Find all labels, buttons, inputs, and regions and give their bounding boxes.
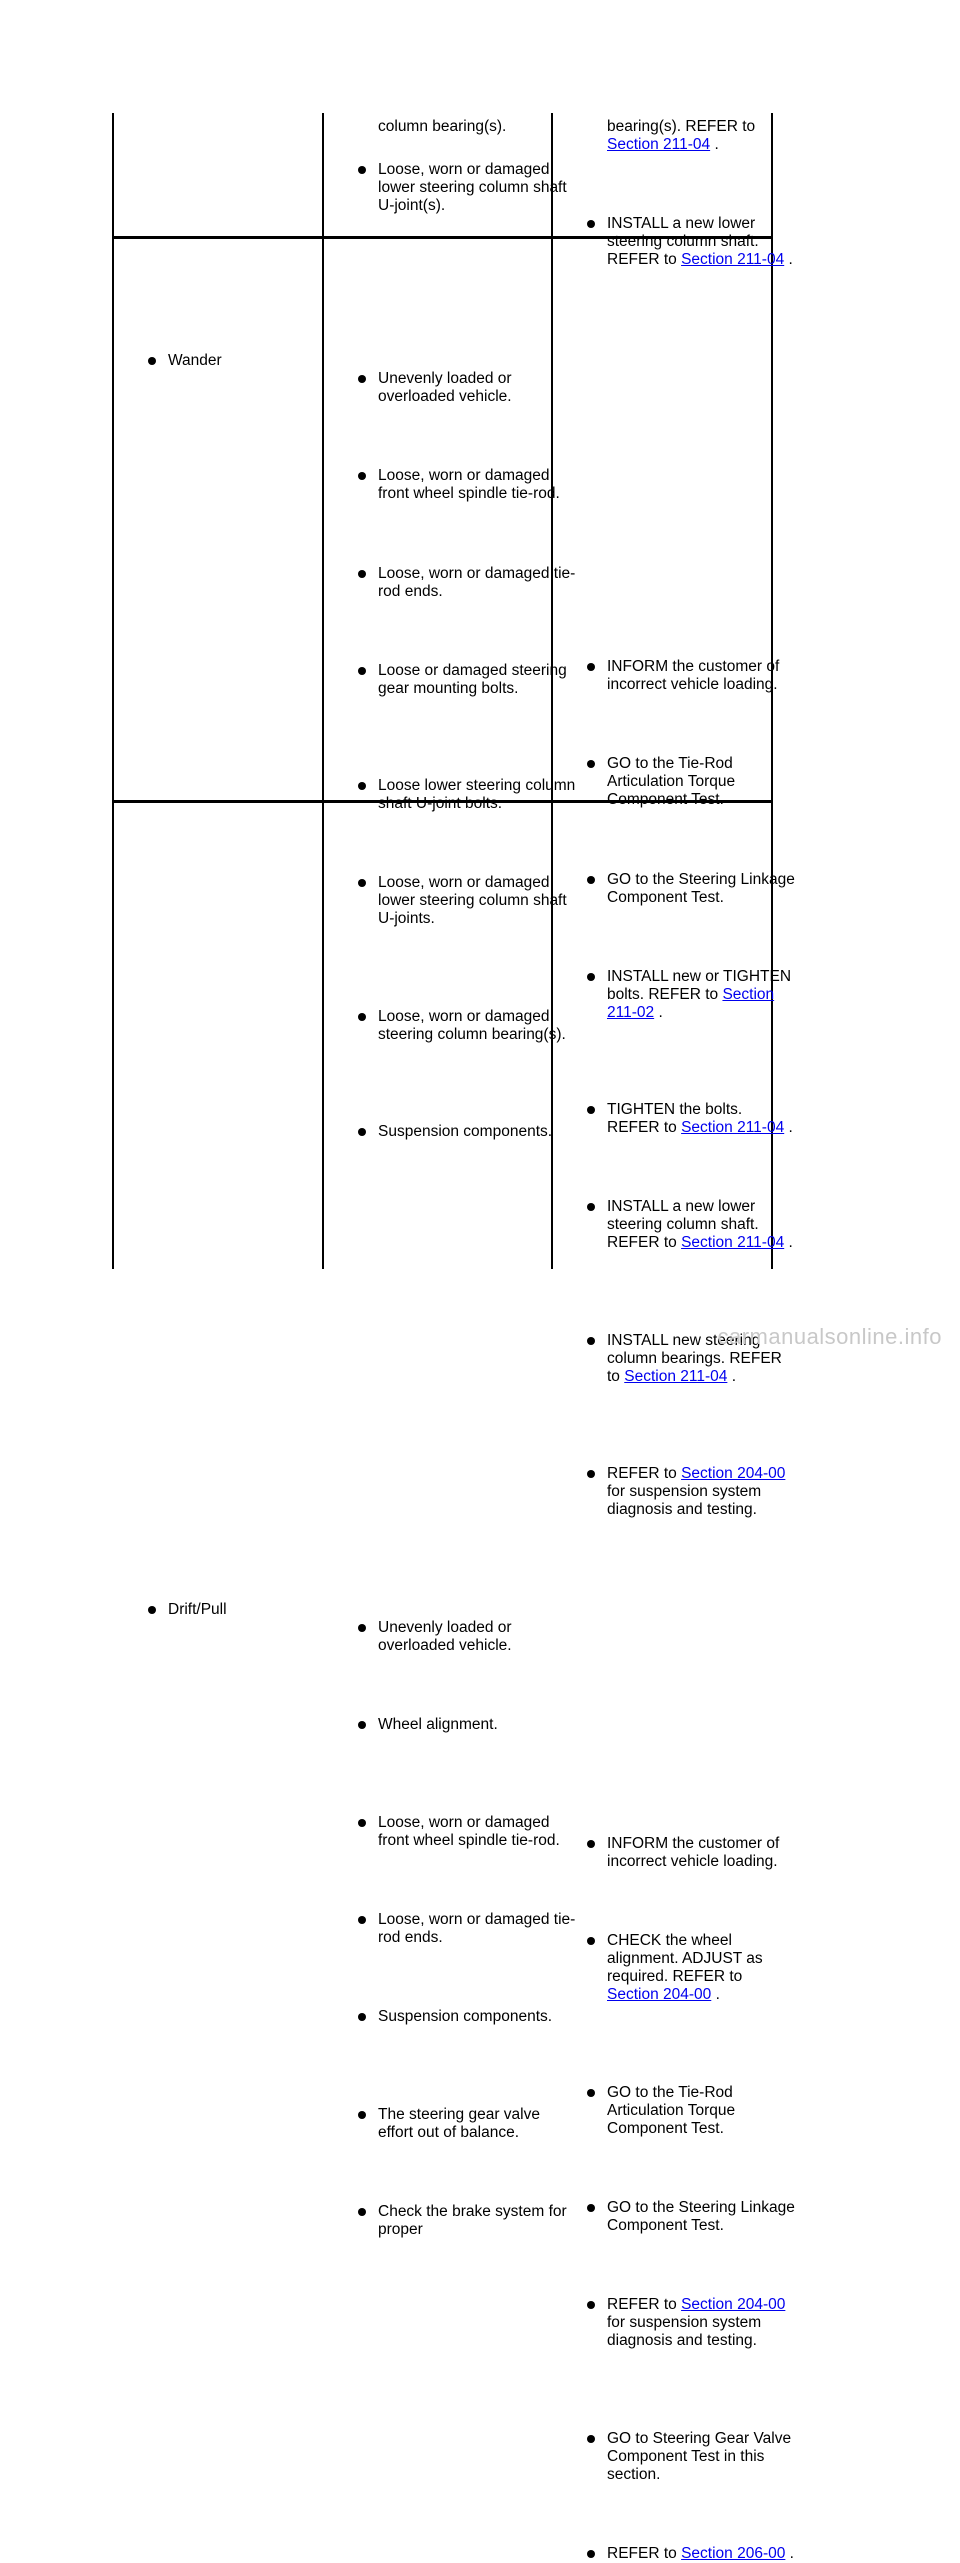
cause-item: Loose, worn or damaged lower steering column shaft U-joint(s). [353,161,578,215]
section-link[interactable]: Section 211-04 [681,1119,785,1136]
action-item: REFER to Section 204-00 for suspension system diagnosis and testing. [582,2296,797,2350]
action-item: INSTALL new or TIGHTEN bolts. REFER to Section 211-02 . [582,968,797,1022]
cause-item: Wheel alignment. [353,1716,578,1734]
cause-item: Suspension components. [353,1123,578,1141]
action-item: GO to the Tie-Rod Articulation Torque Component Test. [582,2084,797,2138]
action-item: INFORM the customer of incorrect vehicle loading. [582,1835,797,1871]
cause-item: Loose, worn or damaged front wheel spindle tie-rod. [353,1814,578,1850]
condition-wander: Wander [143,352,338,370]
cause-item: Unevenly loaded or overloaded vehicle. [353,1619,578,1655]
condition-drift-pull: Drift/Pull [143,1601,338,1619]
action-item: GO to the Steering Linkage Component Test. [582,2199,797,2235]
action-item: INSTALL new steering column bearings. REFER to Section 211-04 . [582,1332,797,1386]
table-border-left [112,113,114,1269]
cause-item: Unevenly loaded or overloaded vehicle. [353,370,578,406]
cause-item: Check the brake system for proper [353,2203,578,2239]
section-link[interactable]: Section 211-02 [607,986,775,1021]
section-link[interactable]: Section 211-04 [681,1234,785,1251]
cause-item: Loose, worn or damaged lower steering column shaft U-joints. [353,874,578,928]
cause-item: Loose lower steering column shaft U-joint bolts. [353,777,578,813]
action-continued: bearing(s). REFER to Section 211-04 . [607,118,756,153]
section-link[interactable]: Section 211-04 [607,136,711,153]
action-item: INSTALL a new lower steering column shaft. REFER to Section 211-04 . [582,1198,797,1252]
cause-item: Loose, worn or damaged steering column bearing(s). [353,1008,578,1044]
watermark: carmanualsonline.info [717,1324,942,1349]
action-item: GO to Steering Gear Valve Component Test in this section. [582,2430,797,2484]
action-item: TIGHTEN the bolts. REFER to Section 211-04 . [582,1101,797,1137]
action-item: REFER to Section 206-00 . [582,2545,797,2563]
section-link[interactable]: Section 211-04 [681,251,785,268]
action-item: REFER to Section 204-00 for suspension system diagnosis and testing. [582,1465,797,1519]
action-item: GO to the Steering Linkage Component Test. [582,871,797,907]
section-link[interactable]: Section 211-04 [624,1368,728,1385]
section-link[interactable]: Section 204-00 [607,1986,712,2003]
section-link[interactable]: Section 206-00 [681,2545,786,2562]
cause-item: Suspension components. [353,2008,578,2026]
cause-item: Loose, worn or damaged front wheel spindle tie-rod. [353,467,578,503]
cause-item: Loose or damaged steering gear mounting bolts. [353,662,578,698]
cause-item: The steering gear valve effort out of balance. [353,2106,578,2142]
cause-item: Loose, worn or damaged tie-rod ends. [353,1911,578,1947]
action-item: INSTALL a new lower steering column shaft. REFER to Section 211-04 . [582,215,797,269]
action-item: CHECK the wheel alignment. ADJUST as required. REFER to Section 204-00 . [582,1932,797,2004]
cause-item: Loose, worn or damaged tie-rod ends. [353,565,578,601]
section-link[interactable]: Section 204-00 [681,2296,786,2313]
table-divider-1 [322,113,324,1269]
cause-continued: column bearing(s). [378,118,507,135]
section-link[interactable]: Section 204-00 [681,1465,786,1482]
action-item: INFORM the customer of incorrect vehicle loading. [582,658,797,694]
action-item: GO to the Tie-Rod Articulation Torque Component Test. [582,755,797,809]
